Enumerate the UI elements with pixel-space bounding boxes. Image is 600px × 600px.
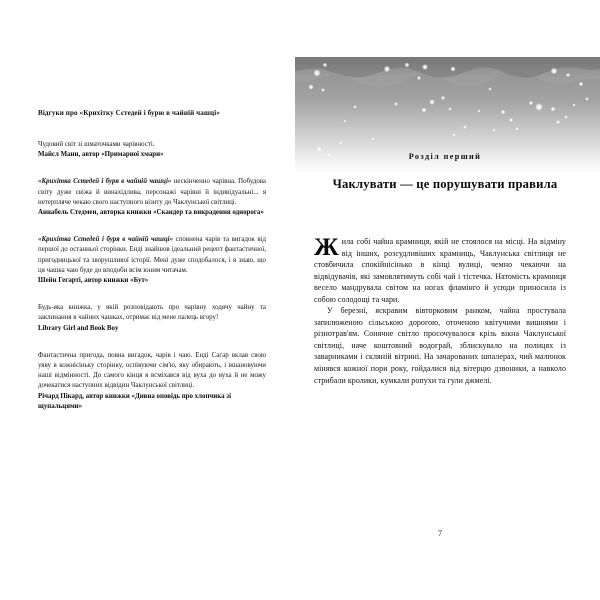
- praise-quote-1: [38, 177, 266, 218]
- quote-attribution: Річард Пікард, автор книжки «Дивна оповідь про хлопчика зі щупальцями»: [38, 392, 231, 410]
- drop-cap: Ж: [314, 234, 339, 261]
- praise-quote-3: [38, 303, 266, 334]
- chapter-label: Розділ перший: [408, 152, 482, 161]
- praise-quote-0: [38, 140, 266, 160]
- right-page: [290, 0, 600, 600]
- quote-attribution: Шейн Гегарті, автор книжки «Бут»: [38, 277, 149, 285]
- quote-attribution: Майсл Манн, автор «Примарної хмари»: [38, 151, 164, 159]
- praise-quote-2: [38, 235, 266, 286]
- quote-title-italic: «Крихітка Сєтедей і буря в чайній чашці»: [38, 236, 174, 244]
- quote-text: Чудовий світ зі шматочками чарівності.: [38, 141, 155, 148]
- quote-attribution: Аннабель Стедмен, авторка книжки «Скандер та викрадення однорога»: [38, 209, 264, 217]
- page-number: 7: [438, 529, 442, 538]
- quote-attribution: Library Girl and Book Boy: [38, 324, 119, 332]
- body-paragraph-1-text: ила собі чайна крамниця, якій не стоялося на місці. На відміну від інших, розсудливіших крамниць, Чаклунська світлиця не стовбичила спокійнісінько в кінці вулиці, чемно чекаючи на відвідувачів, які замовлятимуть собі чай і тістечка. Натомість крамниця весело мандрувала світом на ногах фламінго й усюди приносила із собою солодощі та чари.: [314, 237, 566, 304]
- quote-body: нескінченно чарівна. Побудова світу дуже свіжа й винахідлива, персонажі чарівні й індивідуальні... я нетерпляче чекаю свого наступного візиту до Чаклунської світлиці.: [38, 178, 266, 206]
- chapter-body: [314, 236, 566, 386]
- praise-heading: Відгуки про «Крихітку Сєтедей і бурю в чайній чашці»: [38, 109, 220, 117]
- body-paragraph-1: [314, 236, 566, 305]
- body-paragraph-2: У березні, яскравим вівторковим ранком, чайна простувала запилюженою сільською дорогою, оточеною квітучими вишнями і різнотрав'ям. Сонячне світло просочувалося крізь вікна Чаклунської світлиці, наче коштовний водограй, зблискувало на полицях із заварниками і скляній вітрині. На зачарованих шпалерах, чий малюнок мінявся кожної пори року, гойдалися від вітерцю дзвоники, а навколо стрибали кролики, кумкали ропухи та гули джмелі.: [314, 306, 566, 385]
- chapter-title: Чаклувати — це порушувати правила: [332, 177, 558, 191]
- quote-text: Будь-яка книжка, у якій розповідають про чарівну ходячу чайну та заклинання в чайних чашках, отримає від мене палець вгору!: [38, 304, 266, 322]
- quote-title-italic: «Крихітка Сєтедей і буря в чайній чашці»: [38, 178, 172, 186]
- quote-body: сповнена чарів та вигадок від першої до останньої сторінки. Енді знайшов ідеальний рецепт фантастичної, пригодницької та зворушливої історії. Мені дуже сподобалося, і я знаю, що ця чашка чаю буде до вподоби всім юним читачам.: [38, 236, 267, 274]
- quote-text: [38, 177, 266, 208]
- quote-text: Фантастична пригода, повна вигадок, чарів і чаю. Енді Сагар вклав свою уяву в кожнісіньку сторінку, оспівуючи сім'ю, яку обирають, і вшановуючи наші відмінності. До самого кінця я всміхався від вуха до вуха й не можу дочекатися наступних відвідин Чаклунської світлиці.: [38, 351, 266, 390]
- quote-text: [38, 235, 266, 276]
- praise-quote-4: [38, 351, 266, 412]
- praise-section: [38, 108, 266, 429]
- left-page: [0, 0, 290, 600]
